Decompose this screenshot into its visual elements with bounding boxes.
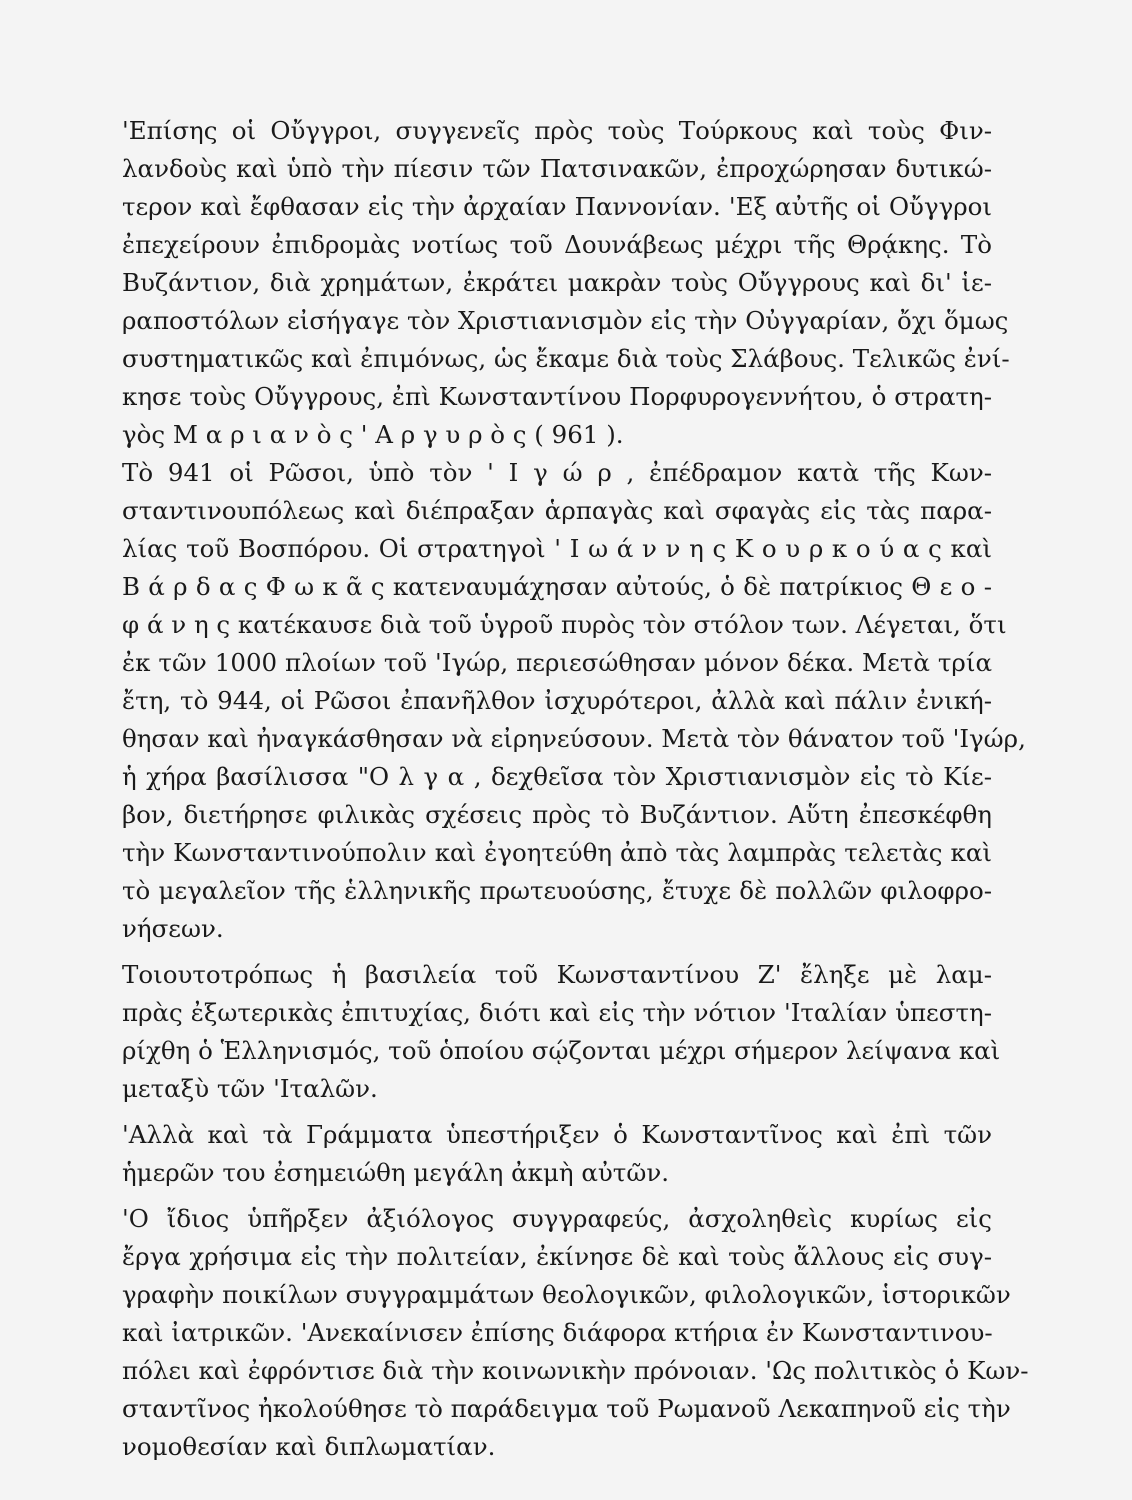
text-line: 'Επίσης οἱ Οὔγγροι, συγγενεῖς πρὸς τοὺς Τούρκους καὶ τοὺς Φιν- — [122, 116, 992, 145]
text-line: ραποστόλων εἰσήγαγε τὸν Χριστιανισμὸν εἰς τὴν Οὐγγαρίαν, ὄχι ὅμως — [122, 306, 1009, 335]
text-line: νήσεων. — [122, 914, 224, 943]
text-line: κησε τοὺς Οὔγγρους, ἐπὶ Κωνσταντίνου Πορφυρογεννήτου, ὁ στρατη- — [122, 382, 992, 411]
paragraph-5 — [122, 1200, 1029, 1466]
text-line: ἐπεχείρουν ἐπιδρομὰς νοτίως τοῦ Δουνάβεως μέχρι τῆς Θρᾴκης. Τὸ — [122, 230, 992, 259]
text-line: Β ά ρ δ α ς Φ ω κ ᾶ ς κατεναυμάχησαν αὐτούς, ὁ δὲ πατρίκιος Θ ε ο - — [122, 572, 992, 601]
text-line: καὶ ἰατρικῶν. 'Ανεκαίνισεν ἐπίσης διάφορα κτήρια ἐν Κωνσταντινου- — [122, 1318, 993, 1347]
text-line: ἔτη, τὸ 944, οἱ Ρῶσοι ἐπανῆλθον ἰσχυρότεροι, ἀλλὰ καὶ πάλιν ἐνική- — [122, 686, 992, 715]
text-line: τερον καὶ ἔφθασαν εἰς τὴν ἀρχαίαν Παννονίαν. 'Εξ αὐτῆς οἱ Οὔγγροι — [122, 192, 992, 221]
text-line: ἡμερῶν του ἐσημειώθη μεγάλη ἀκμὴ αὐτῶν. — [122, 1158, 670, 1187]
text-line: Τὸ 941 οἱ Ρῶσοι, ὑπὸ τὸν ' Ι γ ώ ρ , ἐπέδραμον κατὰ τῆς Κων- — [122, 458, 992, 487]
text-line: τὴν Κωνσταντινούπολιν καὶ ἐγοητεύθη ἀπὸ τὰς λαμπρὰς τελετὰς καὶ — [122, 838, 992, 867]
text-line: ρίχθη ὁ Ἑλληνισμός, τοῦ ὁποίου σῴζονται μέχρι σήμερον λείψανα καὶ — [122, 1036, 1001, 1065]
text-line: Βυζάντιον, διὰ χρημάτων, ἐκράτει μακρὰν τοὺς Οὔγγρους καὶ δι' ἱε- — [122, 268, 992, 297]
text-line: πόλει καὶ ἐφρόντισε διὰ τὴν κοινωνικὴν πρόνοιαν. 'Ως πολιτικὸς ὁ Κων- — [122, 1356, 1029, 1385]
paragraph-1 — [122, 112, 1010, 454]
paragraph-gap — [122, 1108, 992, 1116]
text-line: σταντῖνος ἠκολούθησε τὸ παράδειγμα τοῦ Ρωμανοῦ Λεκαπηνοῦ εἰς τὴν — [122, 1394, 1011, 1423]
text-line: ἐκ τῶν 1000 πλοίων τοῦ 'Ιγώρ, περιεσώθησαν μόνον δέκα. Μετὰ τρία — [122, 648, 992, 677]
text-line: φ ά ν η ς κατέκαυσε διὰ τοῦ ὑγροῦ πυρὸς τὸν στόλον των. Λέγεται, ὅτι — [122, 610, 1007, 639]
paragraph-4 — [122, 1116, 992, 1192]
text-line: τὸ μεγαλεῖον τῆς ἑλληνικῆς πρωτευούσης, ἔτυχε δὲ πολλῶν φιλοφρο- — [122, 876, 992, 905]
text-line: λίας τοῦ Βοσπόρου. Οἱ στρατηγοὶ ' Ι ω ά ν ν η ς Κ ο υ ρ κ ο ύ α ς καὶ — [122, 534, 992, 563]
text-line: ἡ χήρα βασίλισσα "Ο λ γ α , δεχθεῖσα τὸν Χριστιανισμὸν εἰς τὸ Κίε- — [122, 762, 992, 791]
page-text — [122, 112, 1029, 1466]
text-line: γραφὴν ποικίλων συγγραμμάτων θεολογικῶν, φιλολογικῶν, ἱστορικῶν — [122, 1280, 1011, 1309]
text-line: πρὰς ἐξωτερικὰς ἐπιτυχίας, διότι καὶ εἰς τὴν νότιον 'Ιταλίαν ὑπεστη- — [122, 998, 992, 1027]
text-line: βον, διετήρησε φιλικὰς σχέσεις πρὸς τὸ Βυζάντιον. Αὕτη ἐπεσκέφθη — [122, 800, 992, 829]
text-line: συστηματικῶς καὶ ἐπιμόνως, ὡς ἔκαμε διὰ τοὺς Σλάβους. Τελικῶς ἐνί- — [122, 344, 1010, 373]
text-line: Τοιουτοτρόπως ἡ βασιλεία τοῦ Κωνσταντίνου Ζ' ἔληξε μὲ λαμ- — [122, 960, 992, 989]
text-line: νομοθεσίαν καὶ διπλωματίαν. — [122, 1432, 496, 1461]
text-line: ἔργα χρήσιμα εἰς τὴν πολιτείαν, ἐκίνησε δὲ καὶ τοὺς ἄλλους εἰς συγ- — [122, 1242, 992, 1271]
paragraph-2 — [122, 454, 1026, 948]
text-line: 'Ο ἴδιος ὑπῆρξεν ἀξιόλογος συγγραφεύς, ἀσχοληθεὶς κυρίως εἰς — [122, 1204, 992, 1233]
paragraph-gap — [122, 1192, 992, 1200]
paragraph-3 — [122, 956, 1001, 1108]
text-line: θησαν καὶ ἠναγκάσθησαν νὰ εἰρηνεύσουν. Μετὰ τὸν θάνατον τοῦ 'Ιγώρ, — [122, 724, 1026, 753]
text-line: 'Αλλὰ καὶ τὰ Γράμματα ὑπεστήριξεν ὁ Κωνσταντῖνος καὶ ἐπὶ τῶν — [122, 1120, 992, 1149]
text-line: μεταξὺ τῶν 'Ιταλῶν. — [122, 1074, 378, 1103]
text-line: λανδοὺς καὶ ὑπὸ τὴν πίεσιν τῶν Πατσινακῶν, ἐπροχώρησαν δυτικώ- — [122, 154, 992, 183]
paragraph-gap — [122, 948, 992, 956]
text-line: γὸς Μ α ρ ι α ν ὸ ς ' Α ρ γ υ ρ ὸ ς ( 961 ). — [122, 420, 624, 449]
text-line: σταντινουπόλεως καὶ διέπραξαν ἁρπαγὰς καὶ σφαγὰς εἰς τὰς παρα- — [122, 496, 992, 525]
